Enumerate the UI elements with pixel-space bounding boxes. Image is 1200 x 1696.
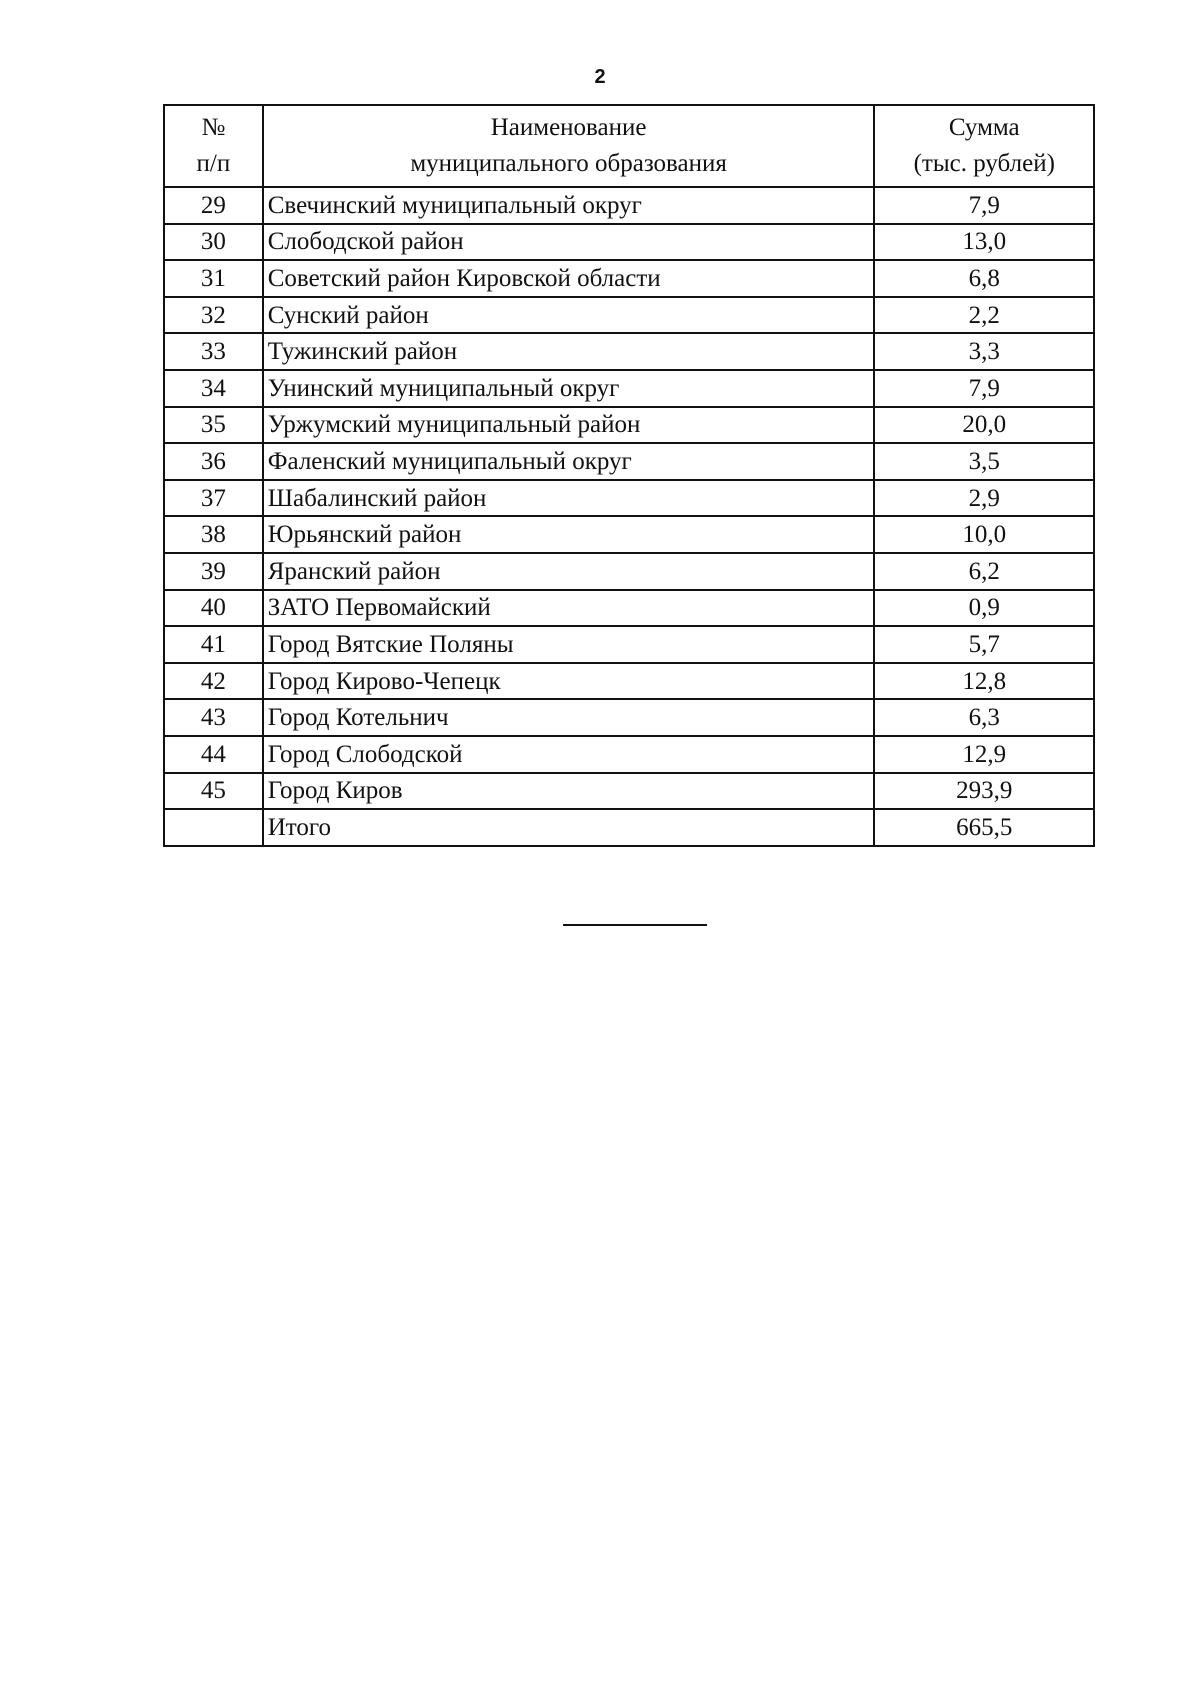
header-name-line1: Наименование <box>490 114 647 141</box>
table-row <box>164 736 1094 773</box>
table-row <box>164 297 1094 334</box>
row-name: Унинский муниципальный округ <box>263 370 875 407</box>
header-sum-line2: (тыс. рублей) <box>913 150 1055 177</box>
row-name: Тужинский район <box>263 333 875 370</box>
row-name: Свечинский муниципальный округ <box>263 187 875 224</box>
row-name: Город Котельнич <box>263 699 875 736</box>
row-name: ЗАТО Первомайский <box>263 590 875 627</box>
table-row <box>164 590 1094 627</box>
header-row <box>164 105 1094 187</box>
table-row <box>164 480 1094 517</box>
row-sum: 0,9 <box>874 590 1094 627</box>
header-sum <box>874 105 1094 187</box>
row-num: 39 <box>164 553 263 590</box>
row-num: 40 <box>164 590 263 627</box>
table-row <box>164 187 1094 224</box>
row-num: 44 <box>164 736 263 773</box>
row-num: 43 <box>164 699 263 736</box>
row-sum: 12,8 <box>874 663 1094 700</box>
row-name: Город Вятские Поляны <box>263 626 875 663</box>
row-sum: 20,0 <box>874 407 1094 444</box>
row-sum: 2,2 <box>874 297 1094 334</box>
row-num: 34 <box>164 370 263 407</box>
header-num-line1: № <box>201 114 226 141</box>
row-num: 42 <box>164 663 263 700</box>
row-name: Уржумский муниципальный район <box>263 407 875 444</box>
row-num: 35 <box>164 407 263 444</box>
row-num: 36 <box>164 443 263 480</box>
table-body <box>164 187 1094 846</box>
row-sum: 6,8 <box>874 260 1094 297</box>
row-name: Фаленский муниципальный округ <box>263 443 875 480</box>
row-name: Город Киров <box>263 773 875 810</box>
table-row <box>164 516 1094 553</box>
page-number: 2 <box>594 66 606 88</box>
table-row <box>164 370 1094 407</box>
row-sum: 2,9 <box>874 480 1094 517</box>
table-row <box>164 699 1094 736</box>
row-name: Слободской район <box>263 224 875 261</box>
row-sum: 6,2 <box>874 553 1094 590</box>
table-row <box>164 407 1094 444</box>
row-name: Сунский район <box>263 297 875 334</box>
row-name: Советский район Кировской области <box>263 260 875 297</box>
table-row <box>164 333 1094 370</box>
row-name: Шабалинский район <box>263 480 875 517</box>
row-sum: 12,9 <box>874 736 1094 773</box>
row-name: Яранский район <box>263 553 875 590</box>
table-row <box>164 626 1094 663</box>
table-row <box>164 663 1094 700</box>
table-row <box>164 260 1094 297</box>
end-divider <box>563 924 707 926</box>
total-row <box>164 809 1094 846</box>
row-sum: 13,0 <box>874 224 1094 261</box>
header-num <box>164 105 263 187</box>
row-num: 32 <box>164 297 263 334</box>
row-sum: 5,7 <box>874 626 1094 663</box>
row-name: Город Слободской <box>263 736 875 773</box>
row-sum: 293,9 <box>874 773 1094 810</box>
total-label: Итого <box>263 809 875 846</box>
table-row <box>164 553 1094 590</box>
row-sum: 3,3 <box>874 333 1094 370</box>
row-num: 41 <box>164 626 263 663</box>
row-num: 38 <box>164 516 263 553</box>
table-row <box>164 443 1094 480</box>
row-sum: 10,0 <box>874 516 1094 553</box>
row-num: 29 <box>164 187 263 224</box>
header-num-line2: п/п <box>196 150 231 177</box>
row-sum: 7,9 <box>874 187 1094 224</box>
row-num: 37 <box>164 480 263 517</box>
row-sum: 3,5 <box>874 443 1094 480</box>
row-name: Город Кирово-Чепецк <box>263 663 875 700</box>
table-row <box>164 224 1094 261</box>
row-num: 30 <box>164 224 263 261</box>
row-num: 31 <box>164 260 263 297</box>
total-sum: 665,5 <box>874 809 1094 846</box>
header-name <box>263 105 875 187</box>
total-num <box>164 809 263 846</box>
header-name-line2: муниципального образования <box>410 150 727 177</box>
row-sum: 6,3 <box>874 699 1094 736</box>
row-name: Юрьянский район <box>263 516 875 553</box>
row-num: 33 <box>164 333 263 370</box>
table-row <box>164 773 1094 810</box>
allocation-table <box>163 104 1095 847</box>
row-num: 45 <box>164 773 263 810</box>
header-sum-line1: Сумма <box>948 114 1020 141</box>
row-sum: 7,9 <box>874 370 1094 407</box>
table-header <box>164 105 1094 187</box>
